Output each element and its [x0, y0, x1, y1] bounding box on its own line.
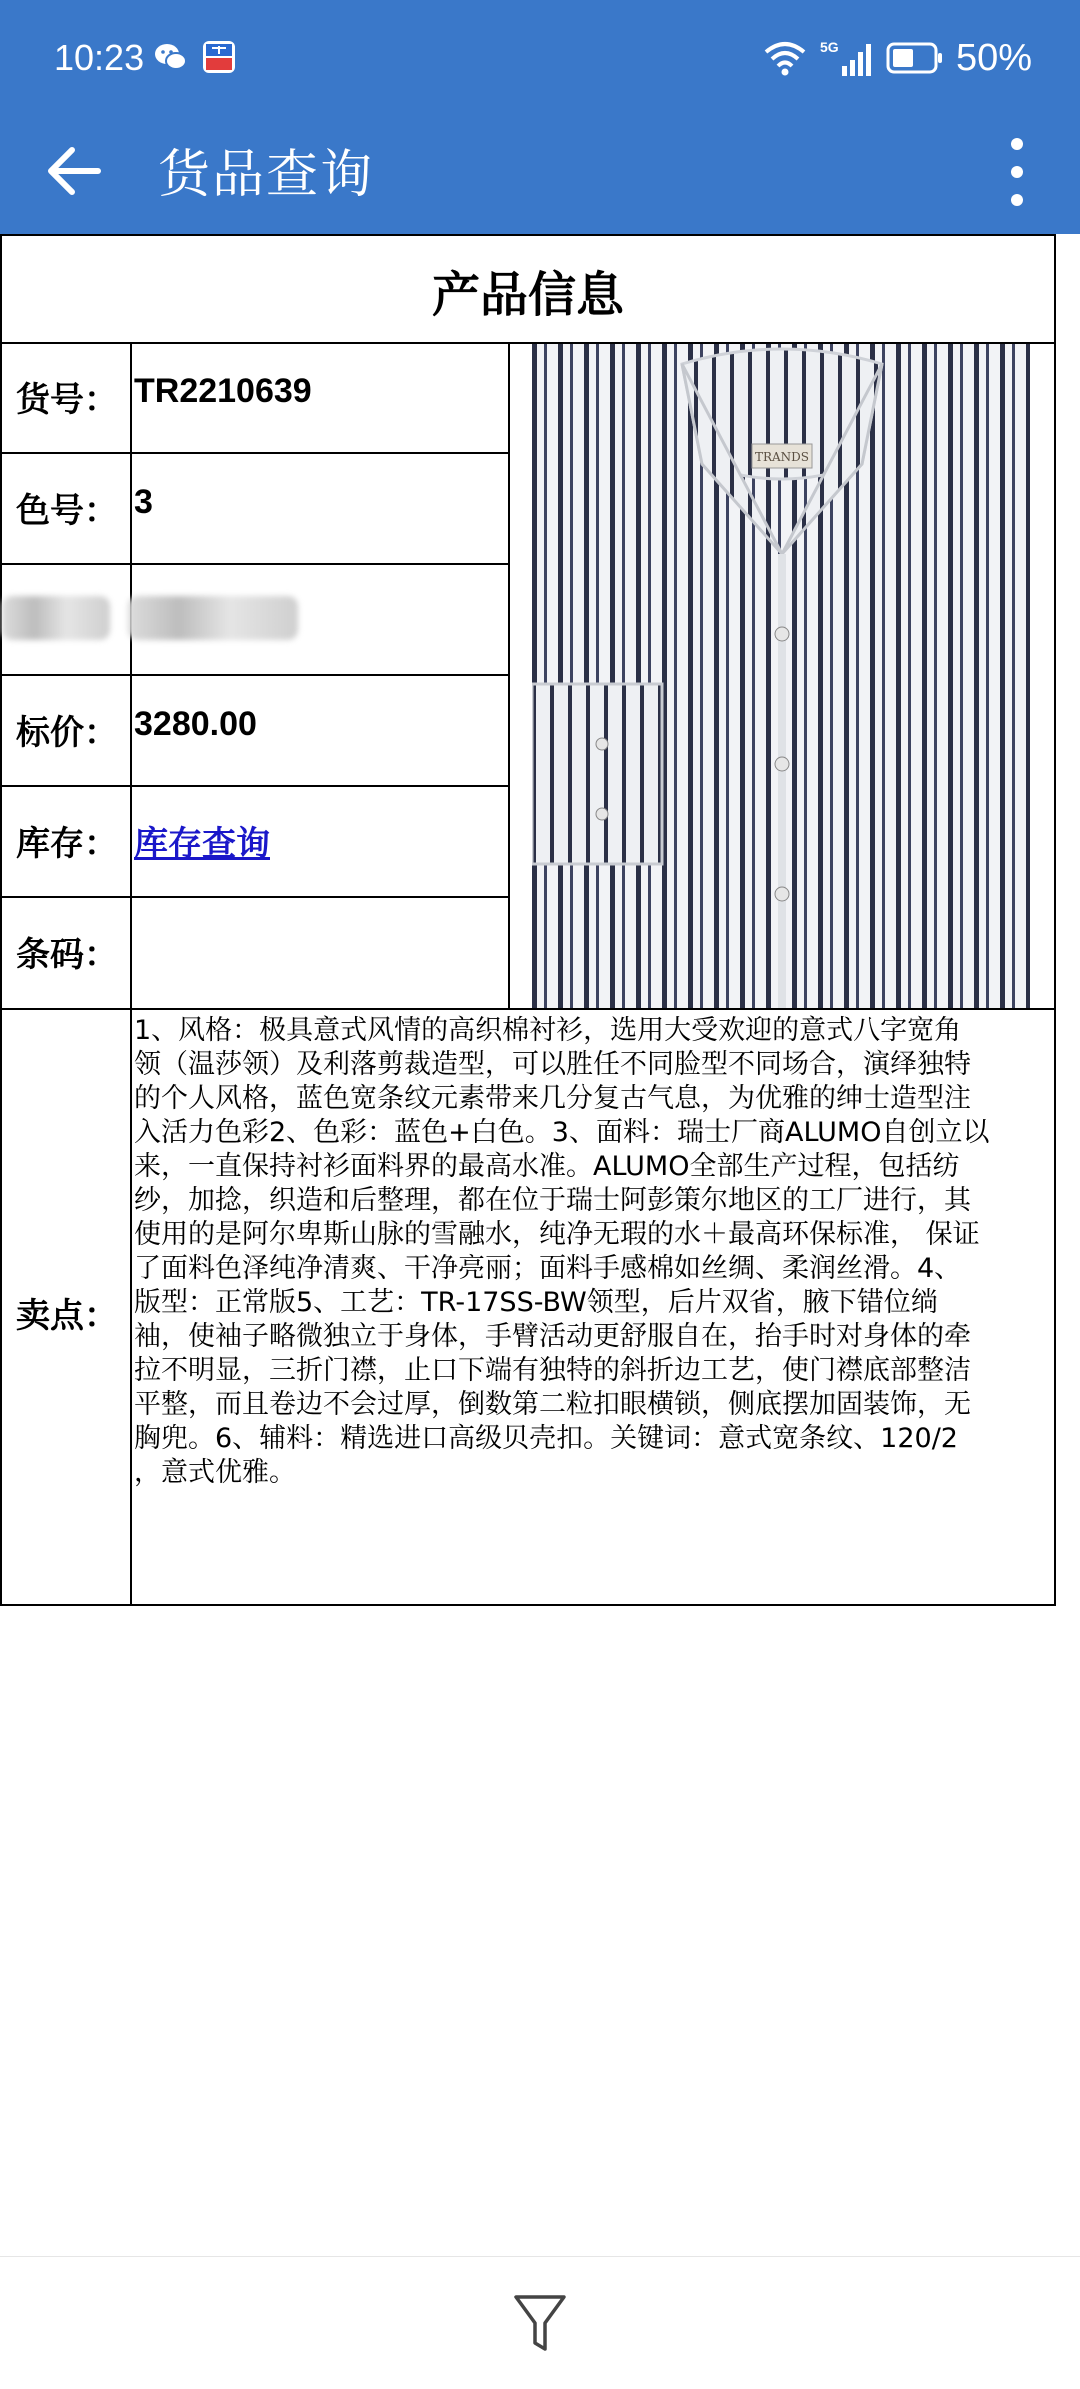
- filter-icon[interactable]: [512, 2291, 568, 2357]
- arrow-left-icon[interactable]: [40, 136, 110, 206]
- column-divider: [130, 342, 132, 1606]
- row-divider: [2, 1008, 1054, 1010]
- value-item-number: TR2210639: [134, 372, 312, 410]
- toolbar: [0, 120, 1080, 234]
- selling-points-line: 拉不明显，三折门襟，止口下端有独特的斜折边工艺，使门襟底部整洁: [134, 1355, 971, 1386]
- battery-percent: 50%: [955, 37, 1032, 79]
- battery-icon: [886, 40, 944, 76]
- selling-points-line: 领（温莎领）及利落剪裁造型，可以胜任不同脸型不同场合，演绎独特: [134, 1049, 971, 1080]
- selling-points-line: 平整，而且卷边不会过厚，倒数第二粒扣眼横锁，侧底摆加固装饰，无: [134, 1389, 971, 1420]
- row-divider: [2, 674, 508, 676]
- column-divider: [508, 342, 510, 1008]
- cellular-signal-icon: [820, 38, 874, 78]
- selling-points-line: 纱，加捻，织造和后整理，都在位于瑞士阿彭策尔地区的工厂进行，其: [134, 1185, 971, 1216]
- label-barcode: 条码：: [16, 935, 118, 975]
- selling-points-line: 来，一直保持衬衫面料界的最高水准。ALUMO全部生产过程，包括纺: [134, 1151, 960, 1182]
- selling-points-line: ，意式优雅。: [134, 1457, 296, 1488]
- selling-points-line: 袖，使袖子略微独立于身体，手臂活动更舒服自在，抬手时对身体的牵: [134, 1321, 971, 1352]
- stock-query-link[interactable]: 库存查询: [134, 825, 270, 863]
- selling-points-line: 入活力色彩2、色彩：蓝色+白色。3、面料：瑞士厂商ALUMO自创立以: [134, 1117, 990, 1148]
- network-type-label: 5G: [819, 39, 839, 55]
- table-header: 产品信息: [431, 266, 624, 323]
- row-divider: [2, 896, 508, 898]
- product-photo: [532, 344, 1030, 1008]
- status-right: [762, 34, 1032, 82]
- selling-points-line: 胸兜。6、辅料：精选进口高级贝壳扣。关键词：意式宽条纹、120/2: [134, 1423, 958, 1454]
- wifi-icon: [762, 38, 808, 78]
- shirt-brand-label: TRANDS: [754, 450, 810, 464]
- product-info-table: [0, 234, 1056, 1606]
- app-notification-icon: [200, 38, 238, 76]
- more-vertical-icon[interactable]: [1002, 132, 1032, 212]
- bottom-bar: [0, 2256, 1080, 2389]
- status-bar: [0, 0, 1080, 120]
- label-stock: 库存：: [16, 824, 118, 864]
- selling-points-text: [134, 1014, 1054, 1490]
- label-color-number: 色号：: [16, 491, 118, 531]
- wechat-icon: [152, 38, 190, 76]
- page-title: 货品查询: [158, 145, 375, 205]
- value-price: 3280.00: [134, 705, 257, 743]
- selling-points-line: 使用的是阿尔卑斯山脉的雪融水，纯净无瑕的水＋最高环保标准， 保证: [134, 1219, 980, 1250]
- notification-icons: [152, 38, 238, 76]
- label-selling-points: 卖点：: [16, 1296, 118, 1336]
- status-time: 10:23: [54, 37, 145, 78]
- row-divider: [2, 452, 508, 454]
- label-price: 标价：: [16, 713, 118, 753]
- selling-points-line: 的个人风格，蓝色宽条纹元素带来几分复古气息，为优雅的绅士造型注: [134, 1083, 971, 1114]
- row-divider: [2, 785, 508, 787]
- selling-points-line: 1、风格：极具意式风情的高织棉衬衫，选用大受欢迎的意式八字宽角: [134, 1015, 962, 1046]
- row-divider: [2, 563, 508, 565]
- label-item-number: 货号：: [16, 380, 118, 420]
- selling-points-line: 版型：正常版5、工艺：TR-17SS-BW领型，后片双省，腋下错位绱: [134, 1287, 938, 1318]
- redacted-value: [128, 596, 298, 640]
- redacted-label: [2, 596, 110, 640]
- selling-points-line: 了面料色泽纯净清爽、干净亮丽；面料手感棉如丝绸、柔润丝滑。4、: [134, 1253, 962, 1284]
- app-bar: [0, 0, 1080, 234]
- value-color-number: 3: [134, 483, 153, 521]
